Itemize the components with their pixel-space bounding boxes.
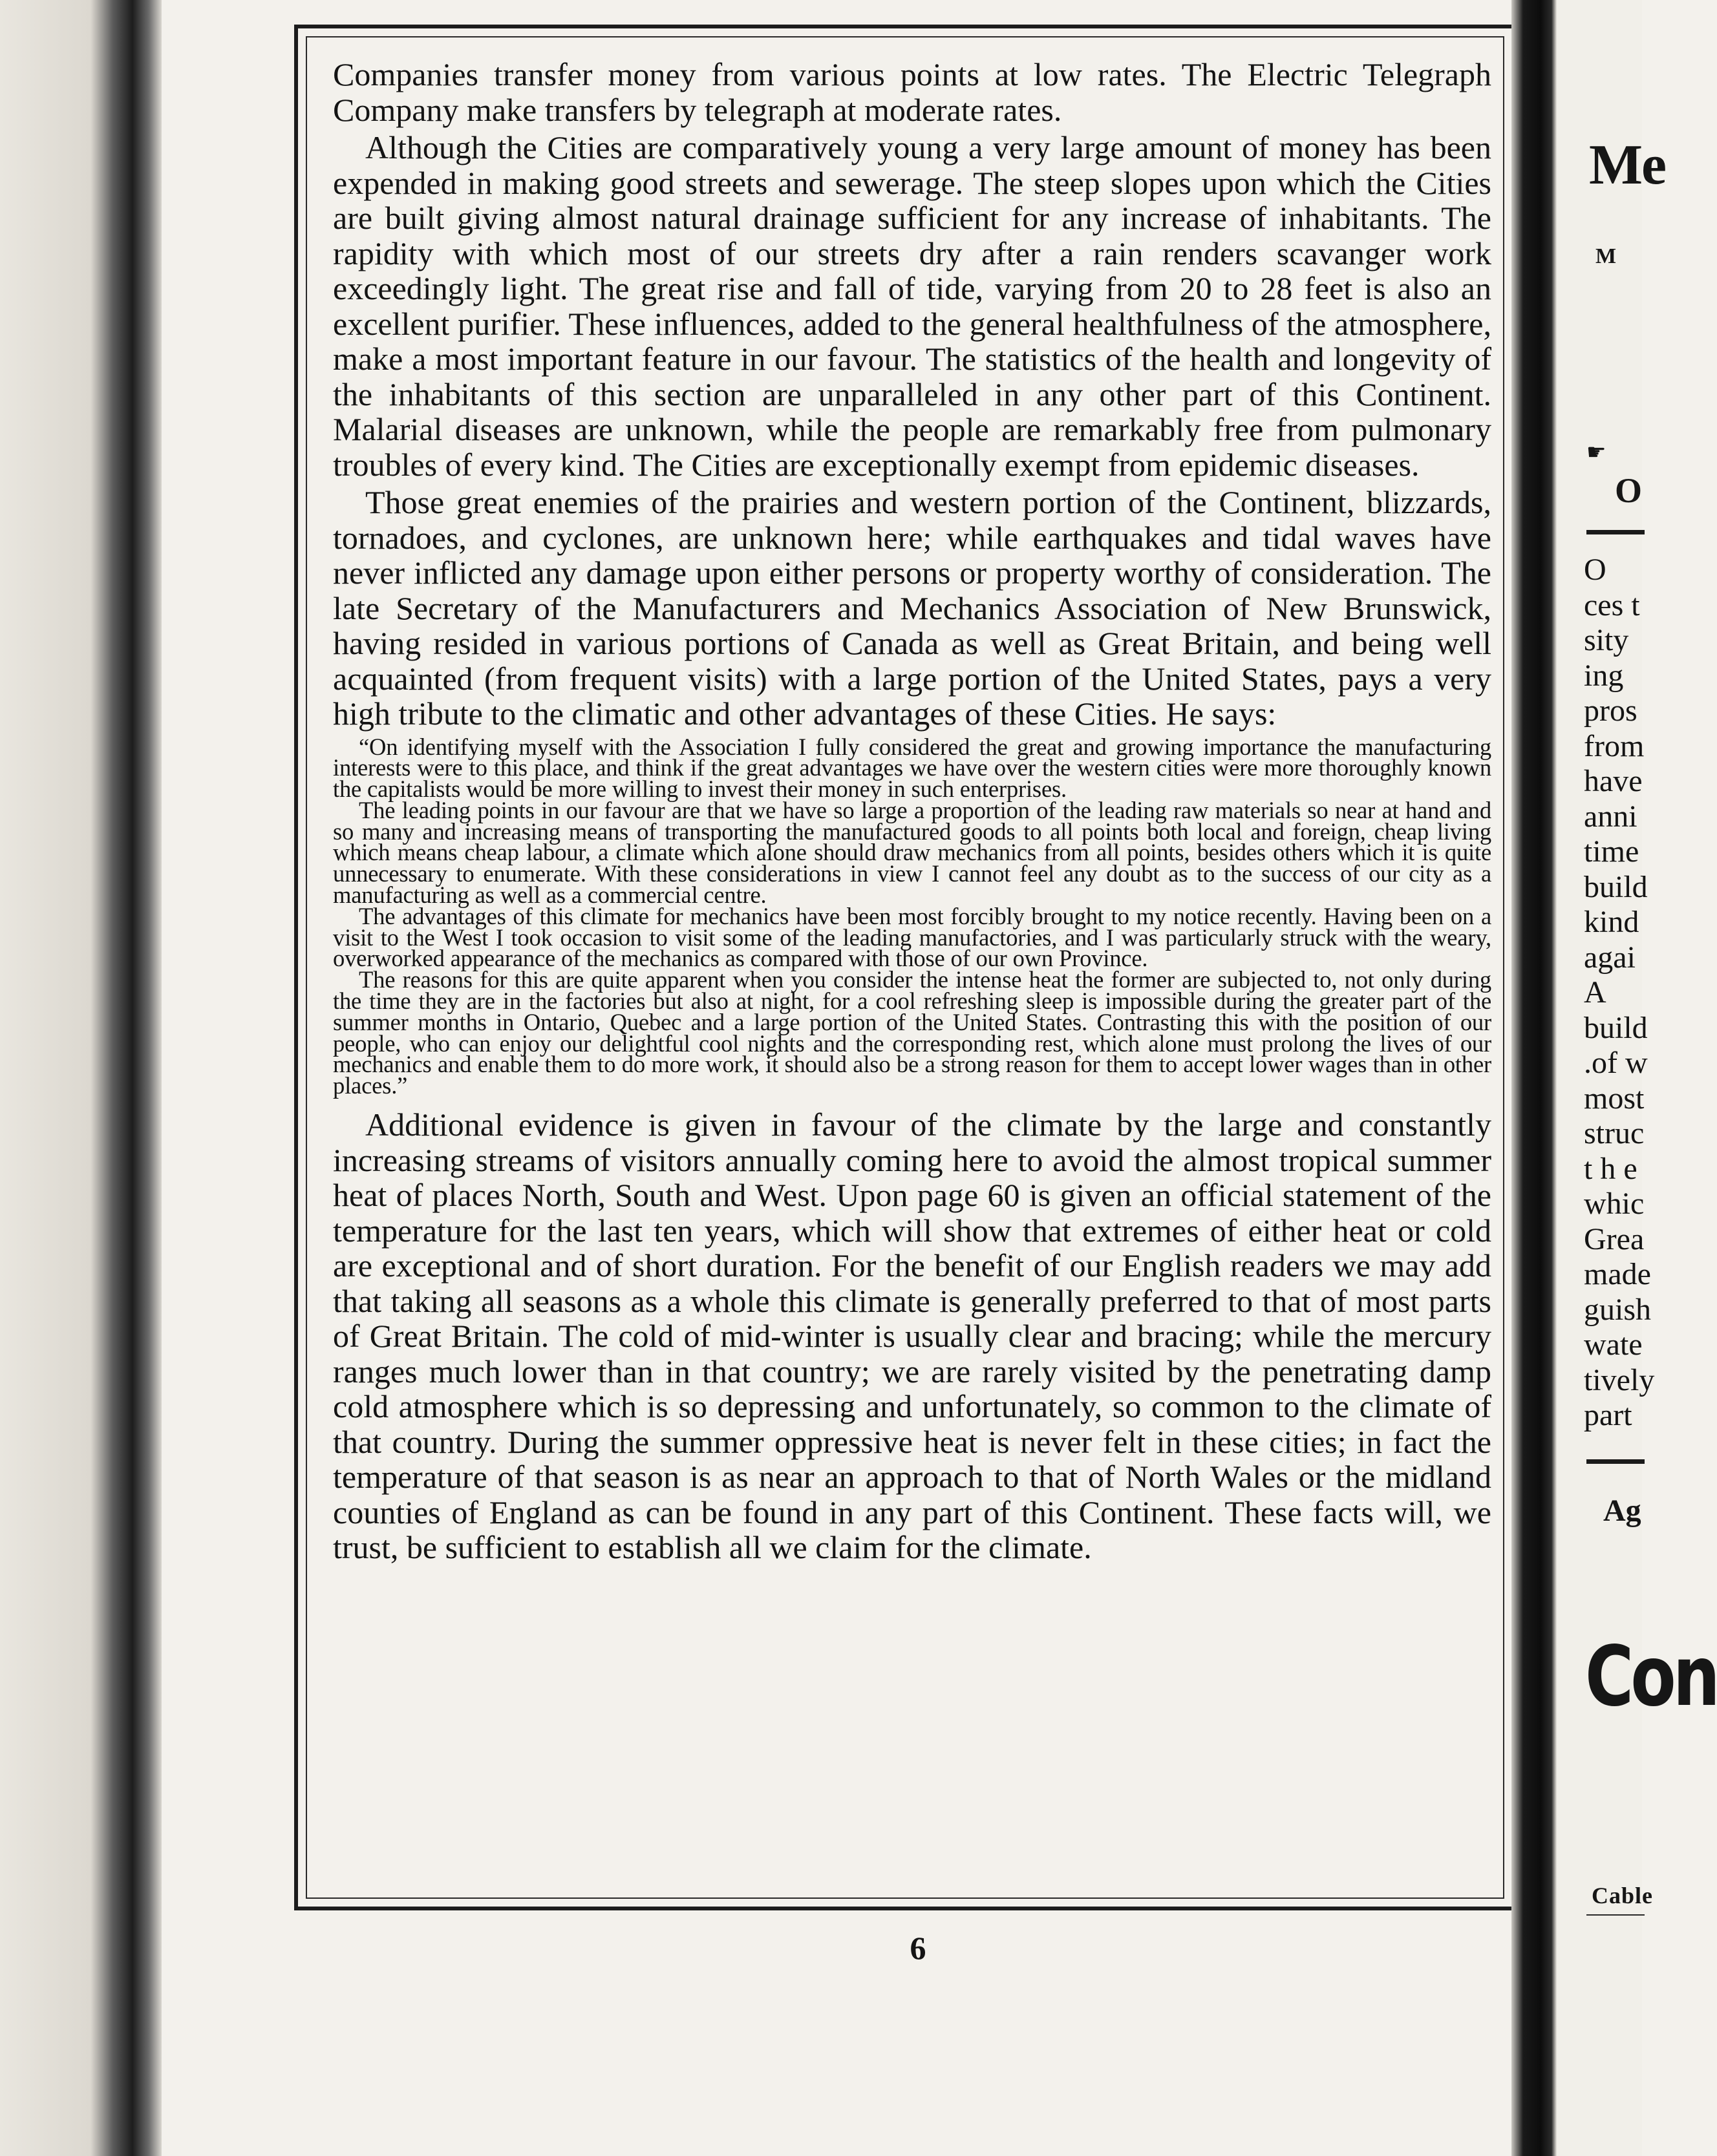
fragment-line: t h e <box>1584 1151 1637 1186</box>
page-inner-border <box>306 36 1504 1899</box>
quote-paragraph: “On identifying myself with the Association I fully considered the great and growing importance the manufacturing interests were to this place, and think if the great advantages we have over the western cities were more thoroughly known the capitalists would be more willing to invest their money in such enterprises. <box>333 733 1491 803</box>
fragment-line: made <box>1584 1257 1651 1291</box>
fragment-line: guish <box>1584 1292 1652 1327</box>
secretary-quote <box>333 733 1491 1099</box>
fragment-line: part <box>1584 1398 1632 1432</box>
quote-paragraph: The reasons for this are quite apparent when you consider the intense heat the former are subjected to, not only during the time they are in the factories but also at night, for a cool refreshing sleep is impossible during the greater part of the summer months in Ontario, Quebec and a large portion of the United States. Contrasting this with the position of our people, who can enjoy our delightful cool nights and the corresponding rest, which alone must prolong the lives of our mechanics and enable them to do more work, it should also be a strong reason for them to accept lower wages than in other places.” <box>333 966 1491 1099</box>
adjacent-rule <box>1586 530 1645 534</box>
fragment-line: whic <box>1584 1187 1645 1221</box>
adjacent-subheading: M <box>1595 244 1617 268</box>
adjacent-rule <box>1586 1459 1645 1464</box>
fragment-line: O <box>1584 553 1606 587</box>
fragment-line: kind <box>1584 905 1639 939</box>
page-border <box>294 25 1516 1910</box>
left-binding-gutter <box>0 0 162 2156</box>
quote-paragraph: The leading points in our favour are that we have so large a proportion of the leading raw materials so near at hand and so many and increasing means of transporting the manufactured goods to all points both local and foreign, cheap living which means cheap labour, a climate which alone should draw mechanics from all points, besides others which it is quite unnecessary to enumerate. With these considerations in view I cannot feel any doubt as to the success of our city as a manufacturing as well as a commercial centre. <box>333 796 1491 909</box>
article-text <box>333 57 1491 1565</box>
fragment-line: wate <box>1584 1327 1643 1362</box>
fragment-line: pros <box>1584 693 1637 728</box>
quote-paragraph: The advantages of this climate for mechanics have been most forcibly brought to my notice recently. Having been on a visit to the West I took occasion to visit some of the leading manufactories, and I was particularly struck with the weary, overworked appearance of the mechanics as compared with those of our own Province. <box>333 902 1491 972</box>
fragment-line: time <box>1584 834 1639 869</box>
fragment-line: build <box>1584 1010 1648 1045</box>
fragment-line: ces t <box>1584 587 1640 622</box>
fragment-line: tively <box>1584 1362 1655 1397</box>
fragment-line: agai <box>1584 940 1636 975</box>
adjacent-text-fragments <box>1584 553 1654 1433</box>
paragraph-streets-health: Although the Cities are comparatively young a very large amount of money has been expended in making good streets and sewerage. The steep slopes upon which the Cities are built giving almost natural drainage sufficient for any increase of inhabitants. The rapidity with which most of our streets dry after a rain renders scavanger work exceedingly light. The great rise and fall of tide, varying from 20 to 28 feet is also an excellent purifier. These influences, added to the general healthfulness of the atmosphere, make a most important feature in our favour. The statistics of the health and longevity of the inhabitants of this section are unparalleled in any other part of this Continent. Malarial diseases are unknown, while the people are remarkably free from pulmonary troubles of every kind. The Cities are exceptionally exempt from epidemic diseases. <box>333 129 1491 483</box>
fragment-line: sity <box>1584 623 1629 657</box>
fragment-line: struc <box>1584 1116 1645 1150</box>
page-number: 6 <box>910 1930 926 1966</box>
adjacent-rule <box>1586 1914 1645 1916</box>
adjacent-cable-label: Cable <box>1592 1883 1653 1908</box>
adjacent-ag-heading: Ag <box>1603 1494 1641 1528</box>
adjacent-letter: O <box>1615 471 1643 510</box>
adjacent-con-heading: Con <box>1585 1629 1717 1725</box>
adjacent-heading: Me <box>1589 134 1666 196</box>
paragraph-climate-evidence: Additional evidence is given in favour of the climate by the large and constantly increasing streams of visitors annually coming here to avoid the almost tropical summer heat of places North, South and West. Upon page 60 is given an official statement of the temperature for the last ten years, which will show that extremes of either heat or cold are exceptional and of short duration. For the benefit of our English readers we may add that taking all seasons as a whole this climate is generally preferred to that of most parts of Great Britain. The cold of mid-winter is usually clear and bracing; while the mercury ranges much lower than in that country; we are rarely visited by the penetrating damp cold atmosphere which is so depressing and unfortunately, so common to the climate of that country. During the summer oppressive heat is never felt in these cities; in fact the temperature of that season is as near an approach to that of North Wales or the midland counties of England as can be found in any part of this Continent. These facts will, we trust, be sufficient to establish all we claim for the climate. <box>333 1106 1491 1566</box>
fragment-line: ing <box>1584 658 1624 693</box>
fragment-line: have <box>1584 764 1643 798</box>
fragment-line: from <box>1584 728 1645 763</box>
fragment-line: most <box>1584 1081 1645 1115</box>
paragraph-natural-enemies: Those great enemies of the prairies and western portion of the Continent, blizzards, tornadoes, and cyclones, are unknown here; while earthquakes and tidal waves have never inflicted any damage upon either persons or property worthy of consideration. The late Secretary of the Manufacturers and Mechanics Association of New Brunswick, having resided in various portions of Canada as well as Great Britain, and being well acquainted (from frequent visits) with a large portion of the United States, pays a very high tribute to the climatic and other advantages of these Cities. He says: <box>333 484 1491 732</box>
fragment-line: A <box>1584 975 1606 1009</box>
fragment-line: build <box>1584 869 1648 904</box>
center-binding-gutter <box>1511 0 1557 2156</box>
paragraph-telegraph: Companies transfer money from various points at low rates. The Electric Telegraph Company make transfers by telegraph at moderate rates. <box>333 56 1491 128</box>
adjacent-page-fragment <box>1557 0 1717 2156</box>
pointing-hand-icon: ☛ <box>1586 441 1606 465</box>
fragment-line: Grea <box>1584 1221 1645 1256</box>
fragment-line: anni <box>1584 799 1637 834</box>
fragment-line: .of w <box>1584 1046 1648 1080</box>
